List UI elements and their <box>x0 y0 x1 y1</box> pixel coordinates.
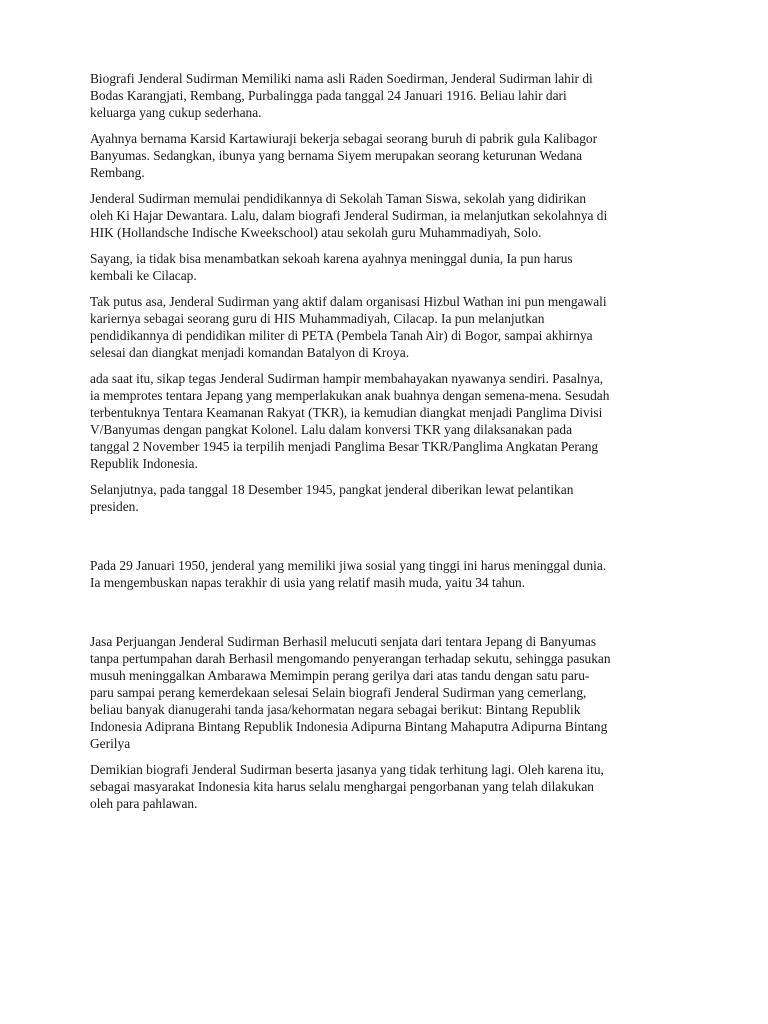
paragraph-death: Pada 29 Januari 1950, jenderal yang memiliki jiwa sosial yang tinggi ini harus meninggal dunia. Ia mengembuskan napas terakhir di usia yang relatif masih muda, yaitu 34 tahun. <box>90 558 607 590</box>
paragraph-military-rank: ada saat itu, sikap tegas Jenderal Sudirman hampir membahayakan nyawanya sendiri. Pasalnya, ia memprotes tentara Jepang yang memperlakukan anak buahnya dengan semena-mena. Sesudah terbentuknya Tentara Keamanan Rakyat (TKR), ia kemudian diangkat menjadi Panglima Divisi V/Banyumas dengan pangkat Kolonel. Lalu dalam konversi TKR yang dilaksanakan pada tanggal 2 November 1945 ia terpilih menjadi Panglima Besar TKR/Panglima Angkatan Perang Republik Indonesia. <box>90 371 610 471</box>
paragraph-birth: Biografi Jenderal Sudirman Memiliki nama asli Raden Soedirman, Jenderal Sudirman lahir di Bodas Karangjati, Rembang, Purbalingga pada tanggal 24 Januari 1916. Beliau lahir dari keluarga yang cukup sederhana. <box>90 71 593 120</box>
paragraph-merits: Jasa Perjuangan Jenderal Sudirman Berhasil melucuti senjata dari tentara Jepang di Banyumas tanpa pertumpahan darah Berhasil mengomando penyerangan terhadap sekutu, sehingga pasukan musuh meninggalkan Ambarawa Memimpin perang gerilya dari atas tandu dengan satu paru- paru sampai perang kemerdekaan selesai Selain biografi Jenderal Sudirman yang cemerlang, beliau banyak dianugerahi tanda jasa/kehormatan negara sebagai berikut: Bintang Republik Indonesia Adiprana Bintang Republik Indonesia Adipurna Bintang Mahaputra Adipurna Bintang Gerilya <box>90 634 611 751</box>
paragraph-return-cilacap: Sayang, ia tidak bisa menambatkan sekoah karena ayahnya meninggal dunia, Ia pun harus kembali ke Cilacap. <box>90 251 573 283</box>
paragraph-education: Jenderal Sudirman memulai pendidikannya di Sekolah Taman Siswa, sekolah yang didirikan oleh Ki Hajar Dewantara. Lalu, dalam biografi Jenderal Sudirman, ia melanjutkan sekolahnya di HIK (Hollandsche Indische Kweekschool) atau sekolah guru Muhammadiyah, Solo. <box>90 191 608 240</box>
paragraph-general-appointment: Selanjutnya, pada tanggal 18 Desember 1945, pangkat jenderal diberikan lewat pelantikan presiden. <box>90 482 574 514</box>
paragraph-career: Tak putus asa, Jenderal Sudirman yang aktif dalam organisasi Hizbul Wathan ini pun mengawali kariernya sebagai seorang guru di HIS Muhammadiyah, Cilacap. Ia pun melanjutkan pendidikannya di pendidikan militer di PETA (Pembela Tanah Air) di Bogor, sampai akhirnya selesai dan diangkat menjadi komandan Batalyon di Kroya. <box>90 294 607 360</box>
document-body <box>90 70 686 821</box>
paragraph-parents: Ayahnya bernama Karsid Kartawiuraji bekerja sebagai seorang buruh di pabrik gula Kalibagor Banyumas. Sedangkan, ibunya yang bernama Siyem merupakan seorang keturunan Wedana Rembang. <box>90 131 598 180</box>
paragraph-conclusion: Demikian biografi Jenderal Sudirman beserta jasanya yang tidak terhitung lagi. Oleh karena itu, sebagai masyarakat Indonesia kita harus selalu menghargai pengorbanan yang telah dilakukan oleh para pahlawan. <box>90 762 604 811</box>
